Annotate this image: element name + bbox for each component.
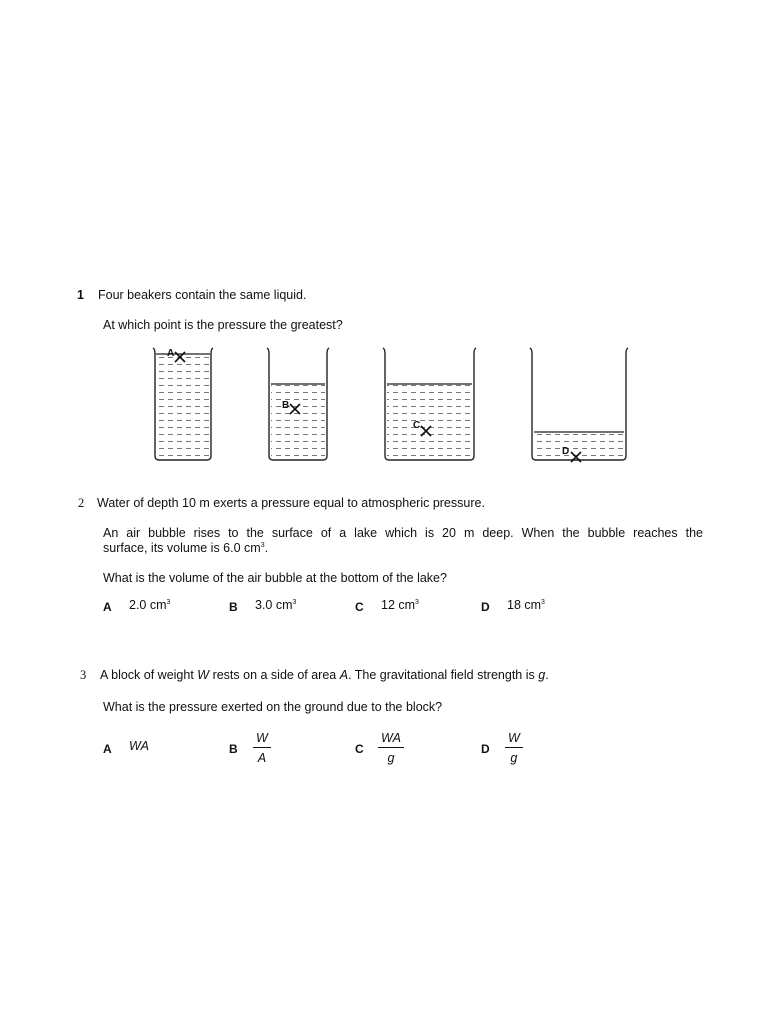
q2-option-c-value: 12 $cm^3$ (381, 598, 419, 612)
beaker-d (530, 348, 628, 462)
q2-option-a[interactable]: A (103, 600, 112, 614)
q2-option-d-value: 18 $cm^3$ (507, 598, 545, 612)
q3-option-b-numerator: W (253, 731, 271, 748)
beaker-a (153, 348, 213, 460)
point-c-label: C (413, 420, 421, 431)
q3-option-d-denominator: g (510, 751, 518, 765)
question-2-stem: Water of depth 10 m exerts a pressure equal to atmospheric pressure. (97, 496, 485, 510)
q3-option-d-numerator: W (505, 731, 523, 748)
question-2-info-line-1: An air bubble rises to the surface of a lake which is 20 m deep. When the bubble reaches the (103, 526, 703, 540)
q2-option-d[interactable]: D (481, 600, 490, 614)
question-2-number: 2 (78, 496, 85, 510)
question-2-prompt: What is the volume of the air bubble at the bottom of the lake? (103, 571, 447, 585)
beakers-diagram (140, 340, 640, 475)
q3-option-c-fraction (378, 731, 404, 765)
question-2-info-line-2: surface, its volume is 6.0 $cm^3$. (103, 541, 269, 555)
q3-option-b-fraction (253, 731, 271, 765)
q3-option-d[interactable]: D (481, 742, 490, 756)
point-b-label: B (282, 400, 290, 411)
q3-option-c-denominator: g (387, 751, 395, 765)
question-3-number: 3 (80, 668, 87, 682)
q2-option-b[interactable]: B (229, 600, 238, 614)
beaker-b (267, 348, 329, 460)
question-3-stem: A block of weight W rests on a side of area A. The gravitational field strength is g. (100, 668, 549, 682)
q3-option-b[interactable]: B (229, 742, 238, 756)
point-a-label: A (167, 348, 175, 359)
q3-option-a-value: WA (129, 739, 149, 753)
question-1-number: 1 (77, 288, 84, 302)
q3-option-c-numerator: WA (378, 731, 404, 748)
q2-option-b-value: 3.0 $cm^3$ (255, 598, 297, 612)
q3-option-d-fraction (505, 731, 523, 765)
point-d-label: D (562, 446, 570, 457)
q3-option-a[interactable]: A (103, 742, 112, 756)
q2-option-a-value: 2.0 $cm^3$ (129, 598, 171, 612)
question-1-stem: Four beakers contain the same liquid. (98, 288, 307, 302)
q3-option-b-denominator: A (257, 751, 267, 765)
question-1-prompt: At which point is the pressure the greatest? (103, 318, 343, 332)
beaker-c (383, 348, 476, 460)
question-3-prompt: What is the pressure exerted on the ground due to the block? (103, 700, 443, 714)
q3-option-c[interactable]: C (355, 742, 364, 756)
q2-option-c[interactable]: C (355, 600, 364, 614)
